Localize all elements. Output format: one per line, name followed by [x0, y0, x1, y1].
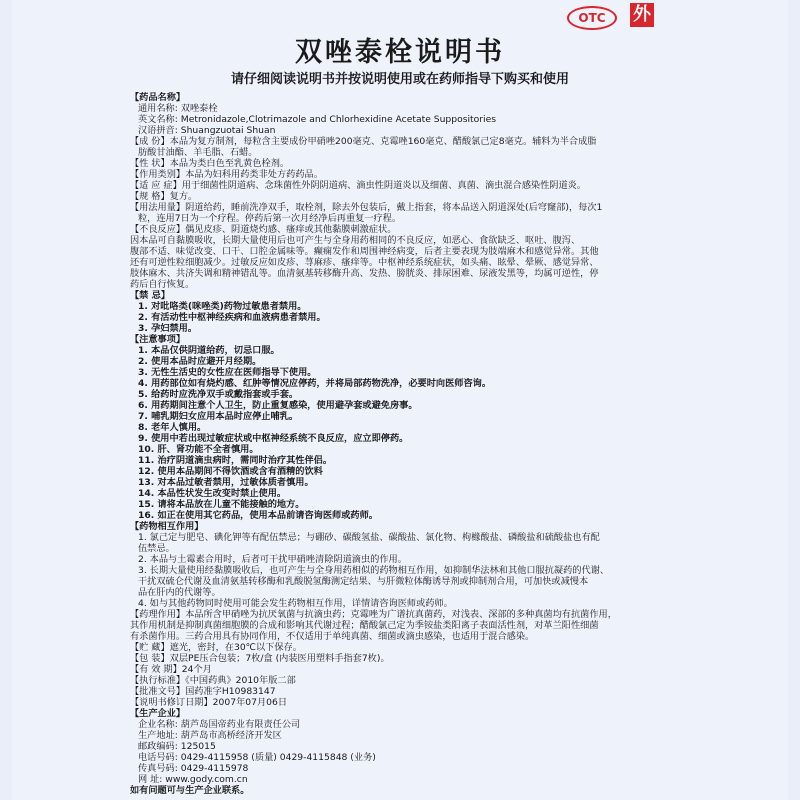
- text-line: 英文名称: Metronidazole,Clotrimazole and Chlorhexidine Acetate Suppositories: [138, 114, 497, 125]
- text-line: 品在肝内的代谢等。: [138, 587, 221, 598]
- text-line: 【性 状】本品为类白色至乳黄色栓剂。: [130, 158, 290, 169]
- text-line: 7. 哺乳期妇女应用本品时应停止哺乳。: [138, 411, 299, 422]
- text-line: 16. 如正在使用其它药品，使用本品前请咨询医师或药师。: [138, 510, 378, 521]
- text-line: 汉语拼音: Shuangzuotai Shuan: [138, 125, 276, 136]
- text-line: 9. 使用中若出现过敏症状或中枢神经系统不良反应，应立即停药。: [138, 433, 409, 444]
- text-line: 5. 给药时应洗净双手或戴指套或手套。: [138, 389, 299, 400]
- text-line: 4. 如与其他药物同时使用可能会发生药物相互作用，详情请咨询医师或药师。: [138, 598, 453, 609]
- text-line: 如有问题可与生产企业联系。: [130, 785, 250, 796]
- text-line: 【作用类别】本品为妇科用药类非处方药药品。: [130, 169, 323, 180]
- text-line: 8. 老年人慎用。: [138, 422, 207, 433]
- text-line: 【执行标准】《中国药典》2010年版二部: [130, 675, 296, 686]
- text-line: 14. 本品性状发生改变时禁止使用。: [138, 488, 287, 499]
- document-subtitle: 请仔细阅读说明书并按说明使用或在药师指导下购买和使用: [230, 72, 569, 87]
- section-heading: 【药品名称】: [130, 92, 186, 103]
- text-line: 肪酸甘油酯、羊毛脂、石蜡。: [138, 147, 258, 158]
- text-line: 伍禁忌。: [138, 543, 175, 554]
- text-line: 11. 治疗阴道滴虫病时，需同时治疗其性伴侣。: [138, 455, 333, 466]
- text-line: 其作用机制是抑制真菌细胞膜的合成和影响其代谢过程；醋酸氯己定为季铵盐类阳离子表面活性剂，对革兰阳性细菌: [130, 620, 599, 631]
- text-line: 干扰双硫仑代谢及血清氨基转移酶和乳酸脱氢酶测定结果、与肝微粒体酶诱导剂或抑制剂合用，可加快或减慢本: [138, 576, 589, 587]
- text-line: 【不良反应】偶见皮疹、阴道烧灼感、瘙痒或其他黏膜刺激症状。: [130, 224, 397, 235]
- document-title: 双唑泰栓说明书: [295, 37, 505, 68]
- text-line: 腹部不适、味觉改变、口干、口腔金属味等。癫痫发作和周围神经病变，后者主要表现为肢端麻木和感觉异常。其他: [130, 246, 599, 257]
- text-line: 药后自行恢复。: [130, 279, 195, 290]
- external-use-badge: 外: [630, 3, 654, 27]
- text-line: 【贮 藏】遮光，密封，在30℃以下保存。: [130, 642, 302, 653]
- text-line: 生产地址: 葫芦岛市高桥经济开发区: [138, 730, 282, 741]
- section-heading: 【药物相互作用】: [130, 521, 204, 532]
- text-line: 2. 有活动性中枢神经疾病和血液病患者禁用。: [138, 312, 326, 323]
- section-heading: 【禁 忌】: [130, 290, 170, 301]
- text-line: 1. 氯己定与肥皂、碘化钾等有配伍禁忌；与硼砂、碳酸氢盐、碳酸盐、氯化物、枸橼酸盐、磷酸盐和硫酸盐也有配: [138, 532, 600, 543]
- text-line: 2. 使用本品时应避开月经期。: [138, 356, 262, 367]
- section-heading: 【生产企业】: [130, 708, 186, 719]
- text-line: 因本品可自黏膜吸收，长期大量使用后也可产生与全身用药相同的不良反应，如恶心、食欲缺乏、呕吐、腹泻、: [130, 235, 581, 246]
- text-line: 邮政编码: 125015: [138, 741, 216, 752]
- text-line: 【规 格】复方。: [130, 191, 198, 202]
- text-line: 【适 应 症】用于细菌性阴道病、念珠菌性外阴阴道病、滴虫性阴道炎以及细菌、真菌、滴虫混合感染性阴道炎。: [130, 180, 587, 191]
- text-line: 传真号码: 0429-4115978: [138, 763, 249, 774]
- text-line: 企业名称: 葫芦岛国帝药业有限责任公司: [138, 719, 301, 730]
- text-line: 有杀菌作用。三药合用具有协同作用，不仅适用于单纯真菌、细菌或滴虫感染，也适用于混合感染。: [130, 631, 535, 642]
- text-line: 还有可逆性粒细胞减少。过敏反应如皮疹、荨麻疹、瘙痒等。中枢神经系统症状，如头痛、眩晕、晕厥、感觉异常、: [130, 257, 599, 268]
- text-line: 15. 请将本品放在儿童不能接触的地方。: [138, 499, 305, 510]
- text-line: 10. 肝、肾功能不全者慎用。: [138, 444, 259, 455]
- text-line: 1. 对吡咯类(咪唑类)药物过敏患者禁用。: [138, 301, 307, 312]
- text-line: 【说明书修订日期】2007年07月06日: [130, 697, 288, 708]
- text-line: 2. 本品与土霉素合用时，后者可干扰甲硝唑清除阴道滴虫的作用。: [138, 554, 407, 565]
- text-line: 3. 长期大量使用经黏膜吸收后，也可产生与全身用药相似的药物相互作用，如抑制华法林和其他口服抗凝药的代谢、: [138, 565, 610, 576]
- leaflet-body: [130, 92, 682, 796]
- text-line: 通用名称: 双唑泰栓: [138, 103, 218, 114]
- text-line: 1. 本品仅供阴道给药，切忌口服。: [138, 345, 280, 356]
- text-line: 电话号码: 0429-4115958 (质量) 0429-4115848 (业务): [138, 752, 376, 763]
- text-line: 【药理作用】本品所含甲硝唑为抗厌氧菌与抗滴虫药；克霉唑为广谱抗真菌药，对浅表、深部的多种真菌均有抗菌作用，: [130, 609, 617, 620]
- text-line: 【有 效 期】24个月: [130, 664, 212, 675]
- text-line: 粒，连用7日为一个疗程。停药后第一次月经净后再重复一疗程。: [138, 213, 402, 224]
- text-line: 【包 装】双层PE压合包装；7枚/盒 (内装医用塑料手指套7枚)。: [130, 653, 390, 664]
- text-line: 4. 用药部位如有烧灼感、红肿等情况应停药，并将局部药物洗净，必要时向医师咨询。: [138, 378, 492, 389]
- text-line: 【批准文号】国药准字H10983147: [130, 686, 276, 697]
- text-line: 【用法用量】阴道给药，睡前洗净双手，取栓剂，除去外包装后，戴上指套，将本品送入阴道深处(后穹窿部)，每次1: [130, 202, 603, 213]
- otc-badge: OTC: [567, 6, 617, 30]
- text-line: 12. 使用本品期间不得饮酒或含有酒精的饮料: [138, 466, 323, 477]
- text-line: 3. 无性生活史的女性应在医师指导下使用。: [138, 367, 317, 378]
- text-line: 3. 孕妇禁用。: [138, 323, 198, 334]
- text-line: 6. 用药期间注意个人卫生，防止重复感染，使用避孕套或避免房事。: [138, 400, 418, 411]
- text-line: 网 址: www.gody.com.cn: [138, 774, 248, 785]
- text-line: 肢体麻木、共济失调和精神错乱等。血清氨基转移酶升高、发热、膀胱炎、排尿困难、尿液发黑等，均属可逆性，停: [130, 268, 599, 279]
- leaflet-sheet: [12, 0, 788, 800]
- section-heading: 【注意事项】: [130, 334, 186, 345]
- text-line: 13. 对本品过敏者禁用，过敏体质者慎用。: [138, 477, 314, 488]
- text-line: 【成 份】本品为复方制剂，每粒含主要成份甲硝唑200毫克、克霉唑160毫克、醋酸氯己定8毫克。辅料为半合成脂: [130, 136, 597, 147]
